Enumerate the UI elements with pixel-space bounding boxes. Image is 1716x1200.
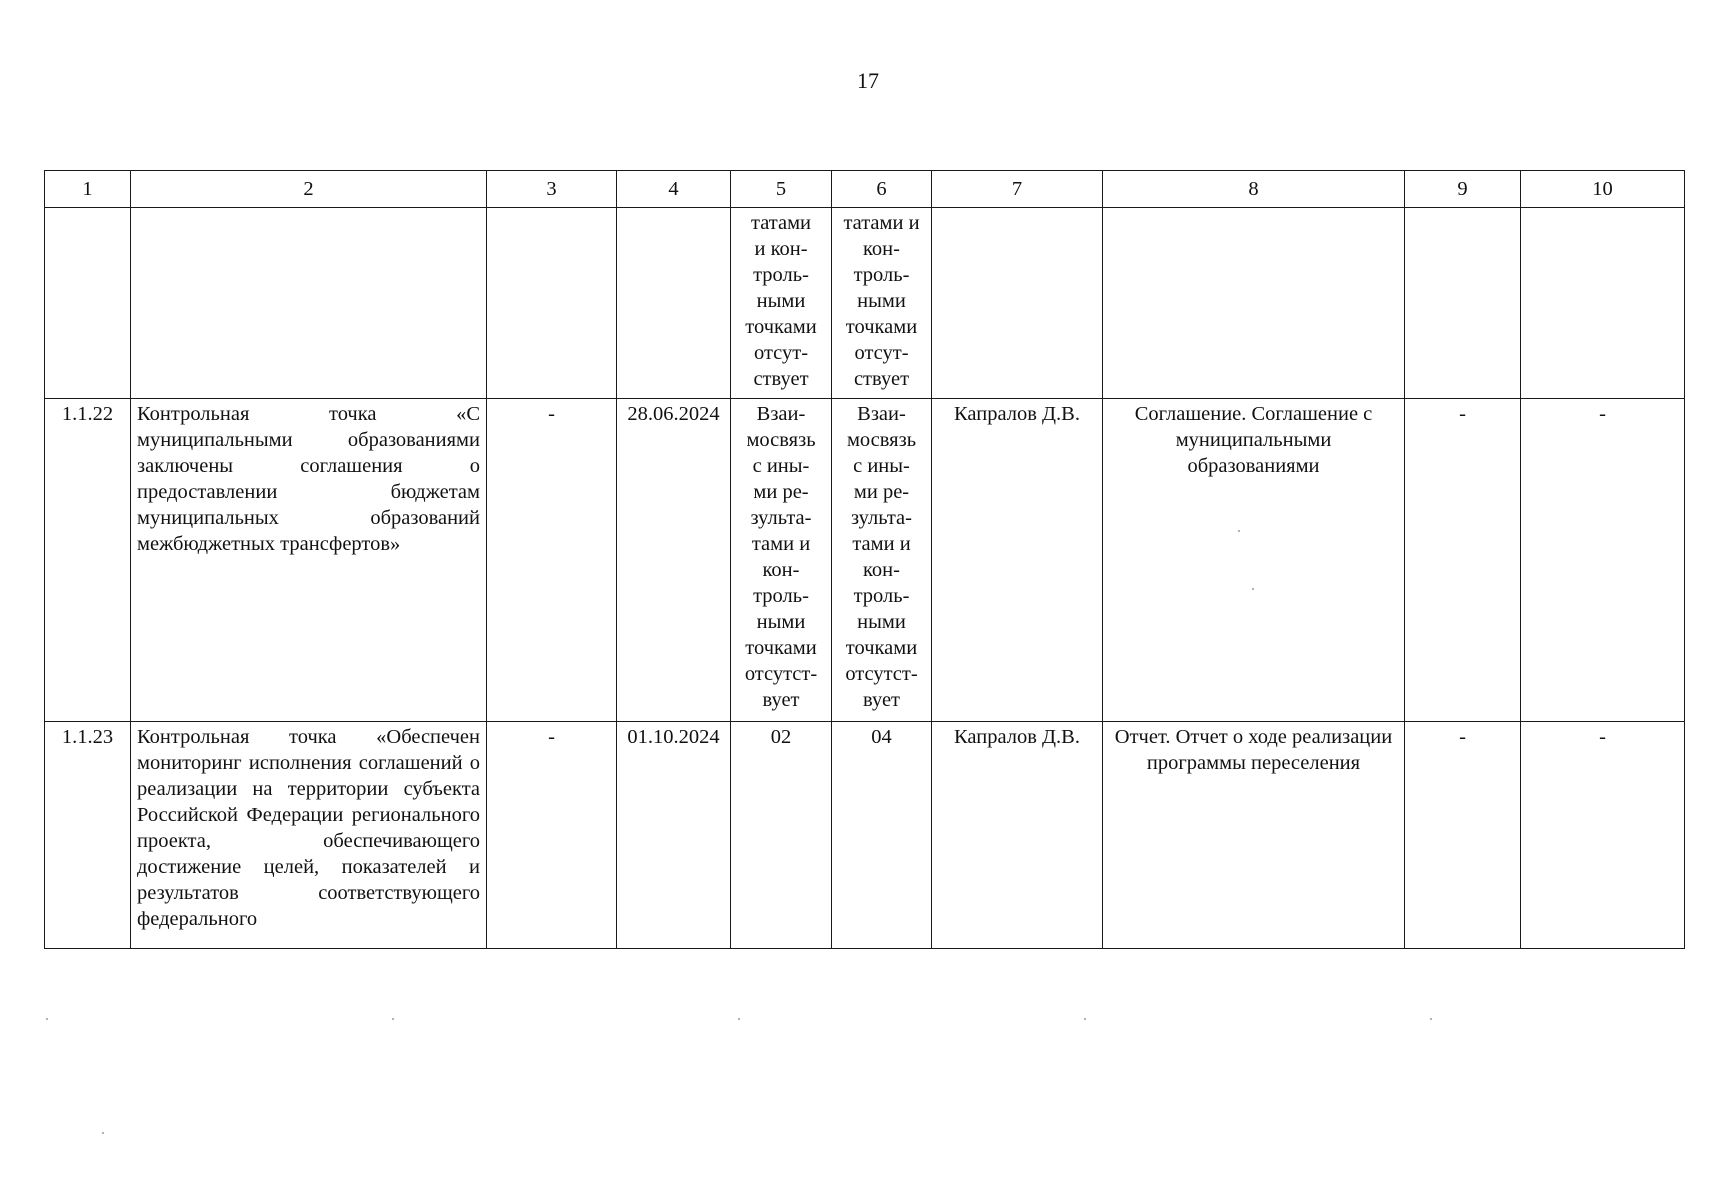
scan-speck [1238, 530, 1240, 532]
header-col-7: 7 [932, 171, 1103, 208]
cell-text-line: зульта- [750, 507, 812, 529]
cell-relation-col5 [731, 208, 832, 399]
scan-speck [392, 1018, 394, 1020]
cell-text-line: кон- [863, 238, 900, 260]
cell-text [838, 210, 925, 392]
header-col-4: 4 [617, 171, 731, 208]
cell-text-line: ми ре- [853, 481, 910, 503]
cell-col6: 04 [832, 722, 932, 949]
scan-speck [1252, 588, 1254, 590]
cell-text-line: кон- [863, 559, 900, 581]
cell-text-line: троль- [853, 264, 910, 286]
cell-text-line: точками [845, 316, 918, 338]
header-col-6: 6 [832, 171, 932, 208]
cell-text-line: тами и [852, 533, 911, 555]
cell-number: 1.1.23 [45, 722, 131, 949]
cell-text-line: отсут- [753, 342, 809, 364]
cell-document: Отчет. Отчет о ходе реализации программы переселения [1103, 722, 1405, 949]
cell-col3: - [487, 399, 617, 722]
cell-text-line: точками [745, 316, 817, 338]
control-points-table [44, 170, 1685, 949]
table-row [45, 722, 1685, 949]
cell-text-line: отсут- [854, 342, 909, 364]
header-col-9: 9 [1405, 171, 1521, 208]
header-col-2: 2 [131, 171, 487, 208]
cell-text-line: вует [762, 689, 800, 711]
cell-text-line: ными [756, 290, 806, 312]
scan-speck [1430, 1018, 1432, 1020]
cell-col9: - [1405, 399, 1521, 722]
cell-text-line: мосвязь [846, 429, 917, 451]
cell-empty [45, 208, 131, 399]
cell-relation-col5 [731, 399, 832, 722]
cell-col9: - [1405, 722, 1521, 949]
cell-responsible: Капралов Д.В. [932, 399, 1103, 722]
cell-empty [1405, 208, 1521, 399]
cell-col3: - [487, 722, 617, 949]
cell-text-line: мосвязь [746, 429, 816, 451]
cell-empty [487, 208, 617, 399]
header-col-5: 5 [731, 171, 832, 208]
cell-text-line: точками [745, 637, 817, 659]
cell-text-line: троль- [753, 585, 809, 607]
cell-text-line: тами и [751, 533, 811, 555]
scan-speck [102, 1132, 104, 1134]
cell-text-line: троль- [753, 264, 809, 286]
cell-text [838, 401, 925, 713]
cell-text-line: отсутст- [744, 663, 818, 685]
cell-text-line: ными [857, 611, 906, 633]
cell-control-point-name: Контрольная точка «Обеспечен мониторинг исполнения соглашений о реализации на территории субъекта Российской Федерации регионального проекта, обеспечивающего достижение целей, показателей и результатов соответствующего федерального [131, 722, 487, 949]
table-row [45, 399, 1685, 722]
table-row-continuation [45, 208, 1685, 399]
cell-responsible: Капралов Д.В. [932, 722, 1103, 949]
cell-text-line: троль- [853, 585, 910, 607]
cell-text [737, 401, 825, 713]
cell-text-line: отсутст- [845, 663, 918, 685]
cell-control-point-name: Контрольная точка «С муниципальными образованиями заключены соглашения о предоставлении бюджетам муниципальных образований межбюджетных трансфертов» [131, 399, 487, 722]
header-col-1: 1 [45, 171, 131, 208]
cell-text-line: кон- [762, 559, 800, 581]
cell-date: 28.06.2024 [617, 399, 731, 722]
cell-text-line: ми ре- [753, 481, 809, 503]
page-number: 17 [857, 68, 879, 93]
cell-relation-col6 [832, 399, 932, 722]
cell-date: 01.10.2024 [617, 722, 731, 949]
cell-text-line: Взаи- [756, 403, 806, 425]
cell-text-line: с ины- [752, 455, 810, 477]
cell-text [737, 210, 825, 392]
cell-text-line: ствует [753, 368, 809, 390]
cell-empty [1103, 208, 1405, 399]
cell-empty [617, 208, 731, 399]
cell-text-line: татами и [843, 212, 920, 234]
cell-text-line: ными [857, 290, 906, 312]
cell-col5: 02 [731, 722, 832, 949]
cell-empty [131, 208, 487, 399]
cell-text-line: ными [756, 611, 806, 633]
header-row [45, 171, 1685, 208]
cell-empty [932, 208, 1103, 399]
cell-text-line: точками [845, 637, 918, 659]
scan-speck [1084, 1018, 1086, 1020]
cell-text-line: вует [862, 689, 901, 711]
cell-document: Соглашение. Соглашение с муниципальными образованиями [1103, 399, 1405, 722]
cell-empty [1521, 208, 1685, 399]
cell-relation-col6 [832, 208, 932, 399]
cell-text-line: зульта- [851, 507, 912, 529]
cell-text-line: с ины- [853, 455, 910, 477]
scan-speck [46, 1018, 48, 1020]
scan-speck [738, 1018, 740, 1020]
cell-col10: - [1521, 399, 1685, 722]
cell-text-line: и кон- [754, 238, 808, 260]
cell-text-line: Взаи- [857, 403, 906, 425]
header-col-10: 10 [1521, 171, 1685, 208]
cell-col10: - [1521, 722, 1685, 949]
header-col-3: 3 [487, 171, 617, 208]
cell-number: 1.1.22 [45, 399, 131, 722]
cell-text-line: татами [750, 212, 812, 234]
header-col-8: 8 [1103, 171, 1405, 208]
cell-text-line: ствует [853, 368, 910, 390]
